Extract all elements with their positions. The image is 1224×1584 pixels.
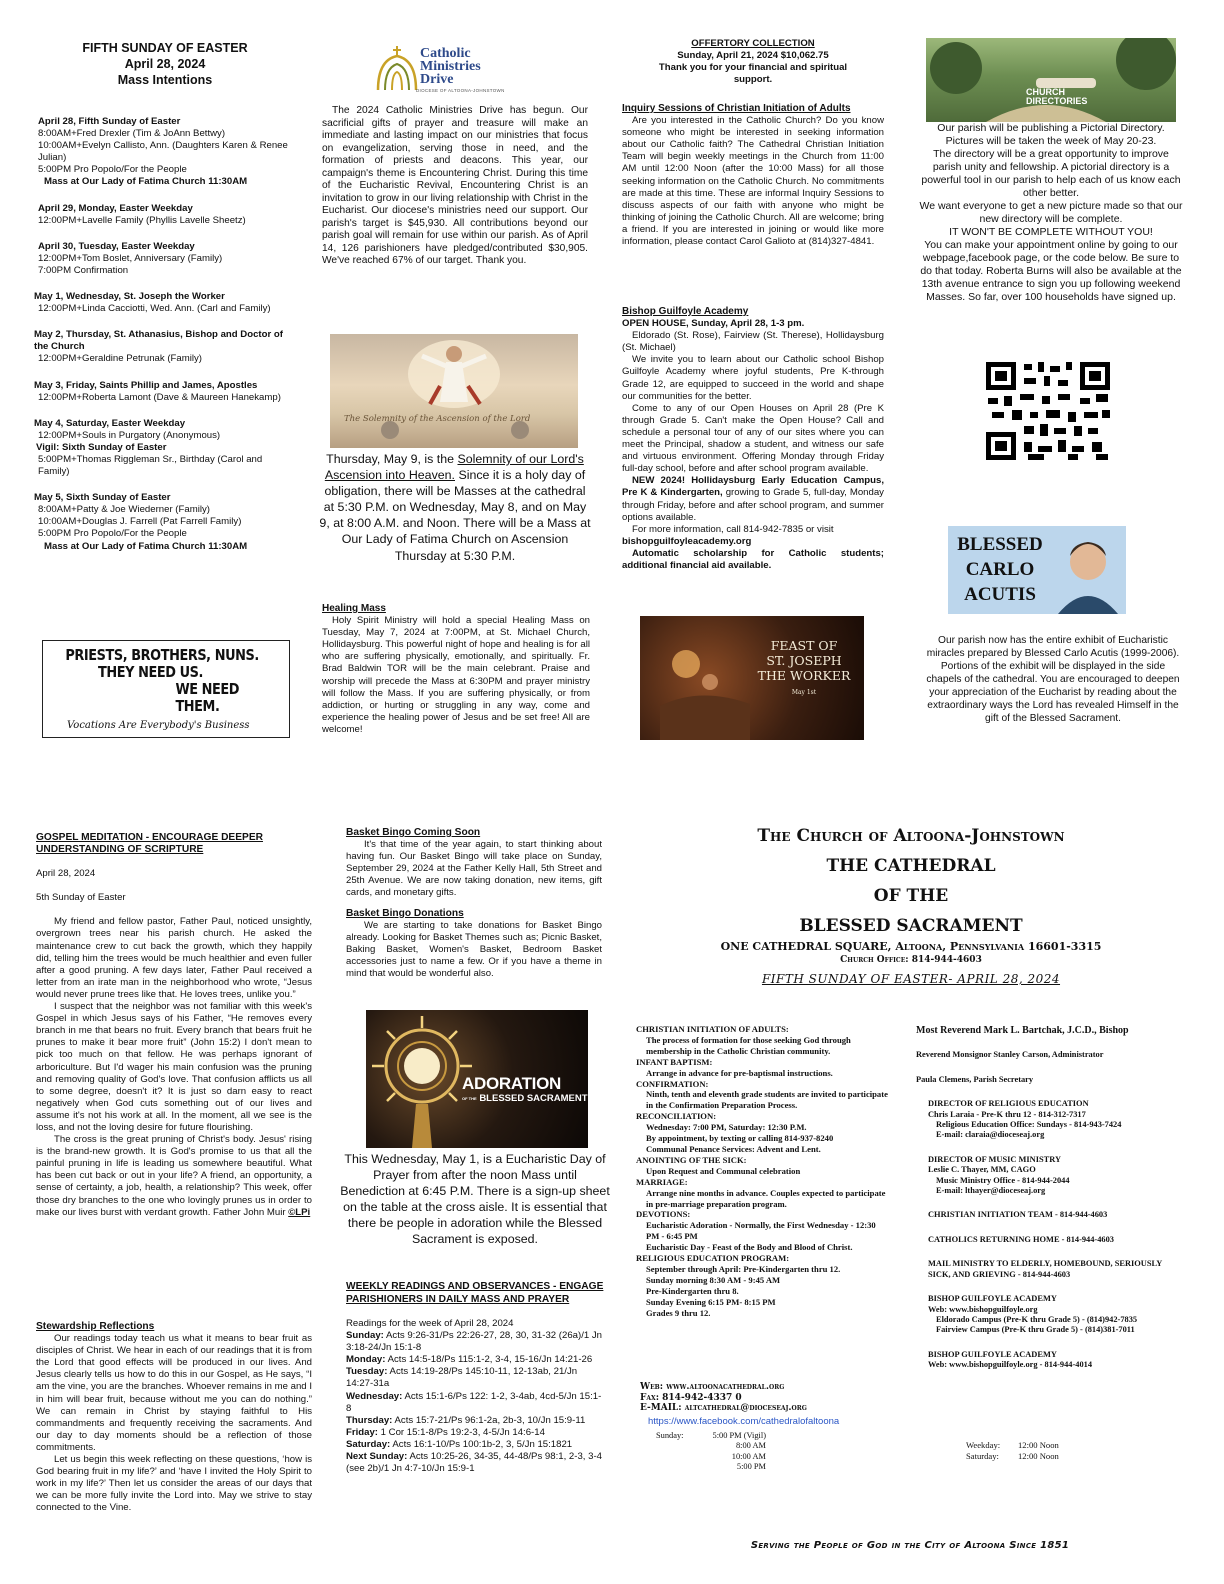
masthead-line3: OF THE — [873, 886, 949, 906]
gospel-sig: ©LPi — [288, 1206, 311, 1218]
intention-fatima-mass: Mass at Our Lady of Fatima Church 11:30AM — [44, 540, 248, 552]
intention-line: 5:00PM Pro Popolo/For the People — [38, 164, 187, 176]
masthead-line4: BLESSED SACRAMENT — [799, 916, 1023, 936]
reading-day: Next Sunday: — [346, 1451, 408, 1463]
gospel-p1: My friend and fellow pastor, Father Paul, noticed unsightly, overgrown trees near his parish church. He asked the maintenance crew to cut back the growth, which they happily did, telling him the trees would be much healthier and even fuller after a good pruning. A few days later, Father Paul received a letter from an irate man in the neighborhood who wrote, “Jesus would never prune trees like that. He loves trees, unlike you.” — [36, 916, 312, 1000]
sacrament-line: Pre-Kindergarten thru 8. — [646, 1285, 739, 1296]
staff-line: Chris Laraia - Pre-K thru 12 - 814-312-7317 — [928, 1109, 1086, 1119]
masthead-line2: THE CATHEDRAL — [826, 856, 996, 876]
bingo-body: It's that time of the year again, to start thinking about having fun. Our Basket Bingo will take place on Sunday, September 29, 2024 at the Father Kelly Hall, 5th Street and 25th Avenue. We are now taking donation, new items, gift cards, and monetary gifts. — [346, 839, 602, 899]
bga-p3-bold: NEW 2024! Hollidaysburg Early Education Campus, Pre K & Kindergarten, — [622, 475, 884, 499]
bga-campuses: Eldorado (St. Rose), Fairview (St. Therese), Hollidaysburg (St. Michael) — [622, 330, 884, 354]
reading-day: Friday: — [346, 1426, 378, 1438]
staff-line: Web: www.bishopguilfoyle.org — [928, 1304, 1038, 1314]
staff-entry — [916, 1050, 1180, 1060]
readings-intro: Readings for the week of April 28, 2024 — [346, 1318, 514, 1329]
carlo-portrait-icon — [1048, 526, 1126, 614]
intention-entry — [34, 241, 290, 277]
sunday-time: 10:00 AM — [731, 1451, 766, 1461]
weekly-readings — [346, 1281, 604, 1541]
inquiry-title: Inquiry Sessions of Christian Initiation of Adults — [622, 103, 851, 114]
staff-entry — [916, 1099, 1180, 1141]
bingo-title: Basket Bingo Coming Soon — [346, 827, 481, 838]
reading-row — [346, 1391, 604, 1415]
adoration-notice: This Wednesday, May 1, is a Eucharistic Day of Prayer from after the noon Mass until Benediction at 6:45 P.M. There is a sign-up sheet on the table at the cross aisle. It is essential that there be people in adoration while the Blessed Sacrament is exposed. — [340, 1152, 610, 1247]
cmd-logo-line1: Catholic — [420, 46, 471, 61]
facebook-link[interactable]: https://www.facebook.com/cathedralofaltoona — [648, 1415, 840, 1427]
sacrament-line: The process of formation for those seeking God through membership in the Catholic Christian community. — [646, 1034, 851, 1056]
intentions-title: FIFTH SUNDAY OF EASTER — [82, 41, 248, 55]
inquiry-sessions — [622, 103, 884, 295]
staff-line: Paula Clemens, Parish Secretary — [916, 1074, 1034, 1084]
adoration-image — [366, 1010, 588, 1148]
intention-line: 12:00PM+Souls in Purgatory (Anonymous) — [38, 429, 221, 441]
qr-code-icon — [984, 360, 1112, 462]
intention-day: May 5, Sixth Sunday of Easter — [34, 492, 171, 504]
offertory-title: OFFERTORY COLLECTION — [691, 38, 815, 49]
joseph-line2: ST. JOSEPH — [766, 653, 842, 668]
directory-line2: The directory will be a great opportunity to improve parish unity and fellowship. A pictorial directory is a powerful tool in our parish to help each of us know each other better. — [921, 148, 1181, 199]
bga-p4-link: bishopguilfoyleacademy.org — [622, 535, 752, 547]
reading-text: Acts 15:7-21/Ps 96:1-2a, 2b-3, 10/Jn 15:9-11 — [392, 1414, 586, 1426]
directory-line5: You can make your appointment online by going to our webpage,facebook page, or the code below. Be sure to do that today. Roberta Burns will also be available at the 13th avenue entrance to sign you up following weekend Masses. So far, over 100 households have signed up. — [920, 239, 1182, 303]
staff-line: Most Reverend Mark L. Bartchak, J.C.D., Bishop — [916, 1026, 1129, 1036]
intention-line: 8:00AM+Patty & Joe Wiederner (Family) — [38, 504, 210, 516]
reading-row — [346, 1439, 604, 1451]
sacrament-line: By appointment, by texting or calling 814-937-8240 — [646, 1133, 834, 1144]
staff-list — [916, 1026, 1180, 1416]
sacrament-line: Sunday Evening 6:15 PM- 8:15 PM — [646, 1296, 776, 1307]
intention-line: 8:00AM+Fred Drexler (Tim & JoAnn Bettwy) — [38, 128, 226, 140]
reading-day: Tuesday: — [346, 1366, 388, 1378]
sacrament-heading: INFANT BAPTISM: — [636, 1056, 713, 1067]
inquiry-body: Are you interested in the Catholic Church? Do you know someone who might be interested in seeking information about our Catholic faith? The Cathedral Christian Initiation Team will begin weekly meetings in the Church from 11:00 AM until 12:00 Noon (after the 10:00 Mass) for all those seeking information on the Catholic Church. No commitments are made at this time. These are informal Inquiry Sessions to discuss aspects of our faith with anyone who might be thinking of joining the Catholic Church. All are welcome; bring a friend. If you are interested in joining or would like more information, please contact Carol Galioto at (814)327-4841. — [622, 115, 884, 248]
adoration-of: OF THE — [462, 1095, 477, 1101]
vocations-box — [42, 640, 290, 738]
sunday-time: 5:00 PM — [736, 1462, 766, 1472]
cmd-logo-sub: DIOCESE OF ALTOONA-JOHNSTOWN — [416, 88, 505, 93]
mass-intentions — [34, 40, 290, 652]
stewardship-p2: Let us begin this week reflecting on these questions, ‘how is God bearing fruit in my life?’ and ‘have I invited the Holy Spirit to work in my life?’ Then let us consider the areas of our days that we can be more fully invite the Lord into. May we strive to stay connected to the Vine. — [36, 1454, 312, 1514]
offertory-line1: Sunday, April 21, 2024 $10,062.75 — [677, 50, 829, 61]
reading-day: Wednesday: — [346, 1390, 403, 1402]
reading-row — [346, 1451, 604, 1475]
intention-line: 12:00PM+Linda Cacciotti, Wed. Ann. (Carl and Family) — [38, 303, 271, 315]
joseph-line3: THE WORKER — [757, 668, 851, 683]
staff-line: Reverend Monsignor Stanley Carson, Administrator — [916, 1050, 1104, 1060]
cmd-logo-line2: Ministries — [420, 59, 481, 74]
staff-entry — [916, 1210, 1180, 1220]
vocations-line3: WE NEED THEM. — [175, 680, 240, 715]
saturday-time: 12:00 Noon — [1018, 1451, 1059, 1461]
sacrament-heading: CONFIRMATION: — [636, 1078, 709, 1089]
readings-title: WEEKLY READINGS AND OBSERVANCES - ENGAGE PARISHIONERS IN DAILY MASS AND PRAYER — [346, 1281, 604, 1305]
directory-line4: IT WON'T BE COMPLETE WITHOUT YOU! — [949, 226, 1153, 238]
intention-entry — [34, 203, 290, 227]
directory-line1: Our parish will be publishing a Pictorial Directory. Pictures will be taken the week of May 20-23. — [937, 122, 1165, 147]
reading-text: Acts 15:1-6/Ps 122: 1-2, 3-4ab, 4cd-5/Jn 15:1-8 — [346, 1390, 602, 1414]
staff-line: BISHOP GUILFOYLE ACADEMY — [928, 1349, 1057, 1359]
staff-entry — [916, 1259, 1180, 1280]
staff-line: Religious Education Office: Sundays - 814-943-7424 — [936, 1120, 1122, 1130]
weekday-times — [966, 1440, 1106, 1462]
sacrament-line: Arrange nine months in advance. Couples expected to participate in pre-marriage preparation program. — [646, 1187, 886, 1209]
sacrament-line: Ninth, tenth and eleventh grade students are invited to participate in the Confirmation Preparation Process. — [646, 1089, 888, 1111]
gospel-date: April 28, 2024 — [36, 868, 96, 880]
intention-line: 5:00PM Pro Popolo/For the People — [38, 528, 187, 540]
staff-line: MAIL MINISTRY TO ELDERLY, HOMEBOUND, SERIOUSLY SICK, AND GRIEVING - 814-944-4603 — [928, 1259, 1163, 1279]
intention-fatima-mass: Mass at Our Lady of Fatima Church 11:30AM — [44, 176, 248, 188]
intentions-date: April 28, 2024 — [124, 57, 206, 71]
sacrament-heading: DEVOTIONS: — [636, 1209, 691, 1220]
masthead-line1: The Church of Altoona-Johnstown — [757, 826, 1065, 846]
footer: Serving the People of God in the City of Altoona Since 1851 — [750, 1540, 1070, 1551]
sacraments-list — [636, 1024, 888, 1384]
carlo-text: Our parish now has the entire exhibit of Eucharistic miracles prepared by Blessed Carlo Acutis (1999-2006). Portions of the exhibit will be displayed in the side chapels of the cathedral. You are encouraged to deepen your appreciation of the Eucharist by reading about the extraordinary ways the Lord has revealed Himself in the gift of the Blessed Sacrament. — [926, 635, 1180, 724]
ascension-link: Solemnity of our Lord's Ascension into Heaven. — [324, 452, 584, 483]
staff-entry — [916, 1294, 1180, 1336]
sacrament-heading: RECONCILIATION: — [636, 1111, 717, 1122]
staff-line: Leslie C. Thayer, MM, CAGO — [928, 1165, 1036, 1175]
reading-text: Acts 9:26-31/Ps 22:26-27, 28, 30, 31-32 (26a)/1 Jn 3:18-24/Jn 15:1-8 — [346, 1330, 602, 1354]
directory-text — [918, 122, 1184, 350]
ascension-pre: Thursday, May 9, is the — [326, 452, 458, 466]
st-joseph-worker-image — [640, 616, 864, 740]
sacrament-line: Wednesday: 7:00 PM, Saturday: 12:30 P.M. — [646, 1122, 807, 1133]
gospel-p2: I suspect that the neighbor was not familiar with this week's Gospel in which Jesus says of his Father, “He removes every branch in me that bears no fruit. Every branch that bears fruit he prunes to make it bear more fruit” (John 15:2) I don't mean to pick too much on that fellow. He was perhaps ignorant of arboriculture. But I'd wager his main confusion was the pruning and removing quality of God's love. That confusion afflicts us all to some degree, doesn't it? It is just so darn easy to react negatively when God cuts something out of our lives and assume it's not his work at all. In the moment, all we see is the loss, and not the loving desire for future flourishing. — [36, 1001, 312, 1133]
healing-title: Healing Mass — [322, 603, 386, 614]
staff-entry — [916, 1235, 1180, 1245]
joseph-line4: May 1st — [791, 689, 817, 696]
saturday-label: Saturday: — [966, 1451, 999, 1461]
staff-entry — [916, 1026, 1180, 1036]
gospel-meditation — [36, 832, 312, 1320]
contact-web[interactable]: Web: www.altoonacathedral.org — [640, 1382, 785, 1392]
stewardship-title: Stewardship Reflections — [36, 1321, 155, 1332]
masthead — [634, 818, 1188, 1028]
blessed-carlo-acutis-image — [948, 526, 1126, 614]
staff-line: DIRECTOR OF RELIGIOUS EDUCATION — [928, 1099, 1089, 1109]
carlo-line2: CARLO — [965, 559, 1035, 580]
ascension-caption: The Solemnity of the Ascension of the Lord — [344, 414, 531, 424]
contact-block — [640, 1382, 890, 1502]
reading-day: Thursday: — [346, 1414, 393, 1426]
risen-christ-icon — [330, 334, 578, 448]
offertory-line2: Thank you for your financial and spiritual support. — [658, 62, 848, 85]
bga-p5: Automatic scholarship for Catholic students; additional financial aid available. — [622, 547, 884, 571]
carlo-line3: ACUTIS — [964, 584, 1036, 605]
sacrament-line: Eucharistic Day - Feast of the Body and Blood of Christ. — [646, 1242, 853, 1253]
reading-day: Monday: — [346, 1354, 386, 1366]
intention-line: 10:00AM+Evelyn Callisto, Ann. (Daughters Karen & Renee Julian) — [38, 140, 288, 164]
gospel-title: GOSPEL MEDITATION - ENCOURAGE DEEPER UNDERSTANDING OF SCRIPTURE — [36, 832, 263, 856]
staff-entry — [916, 1155, 1180, 1197]
intention-day: May 3, Friday, Saints Phillip and James, Apostles — [34, 379, 258, 391]
qr-code[interactable] — [984, 360, 1112, 462]
directory-label1: CHURCH — [1026, 87, 1065, 97]
gospel-sunday: 5th Sunday of Easter — [36, 892, 126, 904]
bishop-guilfoyle-academy — [622, 306, 884, 610]
vocations-line2: THEY NEED US. — [98, 663, 203, 681]
bga-p4: For more information, call 814-942-7835 or visit — [632, 523, 834, 535]
bingo-donations-title: Basket Bingo Donations — [346, 907, 464, 919]
intention-line: 5:00PM+Thomas Riggleman Sr., Birthday (Carol and Family) — [38, 453, 263, 478]
intention-day: May 2, Thursday, St. Athanasius, Bishop and Doctor of the Church — [34, 329, 283, 353]
vocations-line1: PRIESTS, BROTHERS, NUNS. — [65, 646, 259, 664]
sacrament-line: Grades 9 thru 12. — [646, 1307, 711, 1318]
sacrament-heading: CHRISTIAN INITIATION OF ADULTS: — [636, 1024, 789, 1034]
intention-day: April 30, Tuesday, Easter Weekday — [38, 240, 195, 252]
intention-day: April 29, Monday, Easter Weekday — [38, 202, 193, 214]
staff-line: CATHOLICS RETURNING HOME - 814-944-4603 — [928, 1234, 1114, 1244]
reading-text: Acts 14:5-18/Ps 115:1-2, 3-4, 15-16/Jn 14:21-26 — [385, 1354, 593, 1366]
intention-entry — [34, 291, 290, 315]
intention-line: 12:00PM+Lavelle Family (Phyllis Lavelle Sheetz) — [38, 214, 246, 226]
joseph-line1: FEAST OF — [770, 638, 838, 653]
staff-line: E-mail: claraia@dioceseaj.org — [936, 1130, 1045, 1140]
bingo-donations-body: We are starting to take donations for Basket Bingo already. Looking for Basket Themes such as; Picnic Basket, Baking Basket, Women's Basket, Bedroom Basket accessories just to name a few. Or if you have a theme in mind that would be wonderful also. — [346, 919, 602, 980]
bga-title: Bishop Guilfoyle Academy — [622, 306, 749, 317]
staff-line: Web: www.bishopguilfoyle.org - 814-944-4014 — [928, 1360, 1093, 1370]
weekday-time: 12:00 Noon — [1018, 1440, 1059, 1450]
intention-line: 10:00AM+Douglas J. Farrell (Pat Farrell Family) — [38, 516, 242, 528]
sacrament-heading: MARRIAGE: — [636, 1176, 688, 1187]
bga-p1: We invite you to learn about our Catholic school Bishop Guilfoyle Academy where joyful students, Pre K-through Grade 12, are equipped to succeed in the world and shape our communities for the better. — [622, 354, 884, 402]
sacrament-line: Sunday morning 8:30 AM - 9:45 AM — [646, 1274, 781, 1285]
staff-line: BISHOP GUILFOYLE ACADEMY — [928, 1294, 1057, 1304]
intention-day: May 1, Wednesday, St. Joseph the Worker — [34, 291, 225, 303]
vocations-tagline: Vocations Are Everybody's Business — [67, 720, 250, 731]
reading-row — [346, 1354, 604, 1366]
ascension-image — [330, 334, 578, 448]
reading-text: Acts 10:25-26, 34-35, 44-48/Ps 98:1, 2-3, 3-4 (see 2b)/1 Jn 4:7-10/Jn 15:9-1 — [346, 1451, 602, 1475]
bga-open-house: OPEN HOUSE, Sunday, April 28, 1-3 pm. — [622, 318, 805, 330]
sunday-time: 5:00 PM (Vigil) — [712, 1430, 766, 1440]
offertory — [640, 38, 866, 86]
reading-text: Acts 14:19-28/Ps 145:10-11, 12-13ab, 21/Jn 14:27-31a — [346, 1366, 578, 1390]
sacrament-line: September through April: Pre-Kindergarten thru 12. — [646, 1263, 841, 1274]
intention-line: 12:00PM+Geraldine Petrunak (Family) — [38, 353, 202, 365]
sunday-label: Sunday: — [656, 1430, 684, 1440]
path-sheep-icon — [926, 38, 1176, 122]
intention-entry — [34, 492, 290, 552]
healing-body: Holy Spirit Ministry will hold a special Healing Mass on Tuesday, May 7, 2024 at 7:00PM, at St. Michael Church, Hollidaysburg. This powerful night of hope and healing is for all who are suffering physically, emotionally, and spiritually. Fr. Brad Baldwin TOR will be the main celebrant. Praise and worship will precede the Mass at 6:30PM and prayer ministry will follow the Mass. If you are suffering physically, or from addiction, or hurting or struggling in any way, come and experience the healing power of Jesus and be set free! All are welcome! — [322, 615, 590, 735]
intention-day: April 28, Fifth Sunday of Easter — [38, 116, 181, 127]
staff-entry — [916, 1350, 1180, 1371]
intention-line: 7:00PM Confirmation — [38, 264, 129, 276]
intention-line: 12:00PM+Tom Boslet, Anniversary (Family) — [38, 252, 223, 264]
bga-p2: Come to any of our Open Houses on April 28 (Pre K through Grade 5. Can't make the Open House? Call and schedule a personal tour of any of our sites where you can meet the Principal, shadow a student, and witness our safe and virtuous environment. Offering Monday through Friday full-day school, before and after school program available. — [622, 402, 884, 475]
healing-mass — [322, 603, 590, 749]
sacrament-line: Upon Request and Communal celebration — [646, 1165, 801, 1176]
sacrament-line: Eucharistic Adoration - Normally, the First Wednesday - 12:30 PM - 6:45 PM — [646, 1220, 876, 1242]
basket-bingo — [346, 827, 602, 1003]
stewardship-reflections — [36, 1321, 312, 1533]
adoration-line2: BLESSED SACRAMENT — [479, 1093, 588, 1104]
reading-row — [346, 1415, 604, 1427]
reading-text: 1 Cor 15:1-8/Ps 19:2-3, 4-5/Jn 14:6-14 — [378, 1426, 545, 1438]
cmd-body: The 2024 Catholic Ministries Drive has begun. Our sacrificial gifts of prayer and treasure will make an immediate and lasting impact on our ministries that focus on evangelization, serving those in need, and the formation of priests and deacons. This year, our campaign's theme is Encountering Christ. During this time of the Eucharistic Revival, Encountering Christ is an invitation to grow in our living relationship with Christ in the Eucharist. Our diocese's ministries need our support. Our parish's target is $45,930. All contributions beyond our parish goal will remain for use within our parish. As of April 14, 126 parishioners have pledged/contributed $30,905. We've reached 67% of our target. Thank you. — [322, 105, 588, 266]
intention-day: May 4, Saturday, Easter Weekday — [34, 417, 186, 429]
cmd-logo-line3: Drive — [420, 72, 454, 87]
masthead-address: ONE CATHEDRAL SQUARE, Altoona, Pennsylvania 16601-3315 — [720, 940, 1102, 953]
staff-line: Eldorado Campus (Pre-K thru Grade 5) - (814)942-7835 — [936, 1314, 1138, 1324]
sacrament-line: Arrange in advance for pre-baptismal instructions. — [646, 1067, 833, 1078]
staff-line: Fairview Campus (Pre-K thru Grade 5) - (814)381-7011 — [936, 1325, 1135, 1335]
staff-line: Music Ministry Office - 814-944-2044 — [936, 1175, 1070, 1185]
reading-day: Saturday: — [346, 1438, 391, 1450]
masthead-date: FIFTH SUNDAY OF EASTER- APRIL 28, 2024 — [761, 972, 1061, 986]
reading-row — [346, 1366, 604, 1390]
church-directory-image — [926, 38, 1176, 122]
intentions-subtitle: Mass Intentions — [117, 73, 213, 87]
reading-day: Sunday: — [346, 1330, 384, 1342]
intention-vigil: Vigil: Sixth Sunday of Easter — [36, 441, 167, 453]
directory-label2: DIRECTORIES — [1026, 96, 1088, 106]
staff-line: DIRECTOR OF MUSIC MINISTRY — [928, 1154, 1062, 1164]
reading-text: Acts 16:1-10/Ps 100:1b-2, 3, 5/Jn 15:1821 — [390, 1438, 573, 1450]
intention-entry — [34, 418, 290, 478]
staff-line: CHRISTIAN INITIATION TEAM - 814-944-4603 — [928, 1210, 1108, 1220]
sacrament-line: Communal Penance Services: Advent and Lent. — [646, 1143, 821, 1154]
directory-line3: We want everyone to get a new picture made so that our new directory will be complete. — [919, 200, 1183, 225]
staff-line: E-mail: lthayer@dioceseaj.org — [936, 1186, 1046, 1196]
sacrament-heading: RELIGIOUS EDUCATION PROGRAM: — [636, 1253, 790, 1264]
intention-entry — [34, 116, 290, 189]
sacrament-heading: ANOINTING OF THE SICK: — [636, 1154, 747, 1165]
intention-line: 12:00PM+Roberta Lamont (Dave & Maureen Hanekamp) — [38, 391, 281, 403]
adoration-line1: ADORATION — [462, 1074, 561, 1093]
gospel-p3: The cross is the great pruning of Christ's body. Jesus' rising is the brand-new growth. It is God's promise to us that all the painful pruning in life is leading us somewhere beautiful. What has been cut back or out in your life? A friend, an opportunity, a sense of certainty, a job, health, a relationship? This week, offer those dry branches to the one who lovingly prunes us in order to make our lives burst with verdant growth. Father John Muir — [36, 1134, 312, 1218]
ascension-post: Since it is a holy day of obligation, there will be Masses at the cathedral at 5:30 P.M. on Wednesday, May 8, and on May 9, at 8:00 A.M. and Noon. There will be a Mass at Our Lady of Fatima Church on Ascension Thursday at 5:30 P.M. — [319, 468, 591, 563]
masthead-office: Church Office: 814-944-4603 — [840, 955, 982, 965]
staff-entry — [916, 1075, 1180, 1085]
reading-row — [346, 1330, 604, 1354]
reading-row — [346, 1427, 604, 1439]
weekday-label: Weekday: — [966, 1440, 1001, 1450]
stewardship-p1: Our readings today teach us what it means to bear fruit as disciples of Christ. We hear in each of our readings that it is from the Lord that good effects will be produced in our lives. And Jesus clearly tells us how to do this in our Gospel, as He says, “I am the vine, you are the branches. Whoever remains in me and I in him will bear fruit, because without me you can do nothing.” We can remain in Christ by staying faithful to His commandments and frequently receiving the sacraments. And our day to day moments should be a reflection of those commitments. — [36, 1333, 312, 1453]
bga-p3: growing to Grade 5, full-day, Monday through Friday, before and after school program, and summer options available. — [622, 487, 884, 523]
catholic-ministries-drive-logo — [374, 44, 510, 96]
carlo-line1: BLESSED — [957, 534, 1043, 555]
ascension-notice — [318, 451, 592, 585]
contact-email[interactable]: E-MAIL: altcathedral@dioceseaj.org — [640, 1403, 807, 1413]
contact-fax: Fax: 814-942-4337 0 — [640, 1392, 742, 1403]
sunday-time: 8:00 AM — [735, 1441, 766, 1451]
intention-entry — [34, 329, 290, 365]
arch-cross-icon — [374, 44, 420, 92]
intention-entry — [34, 380, 290, 404]
